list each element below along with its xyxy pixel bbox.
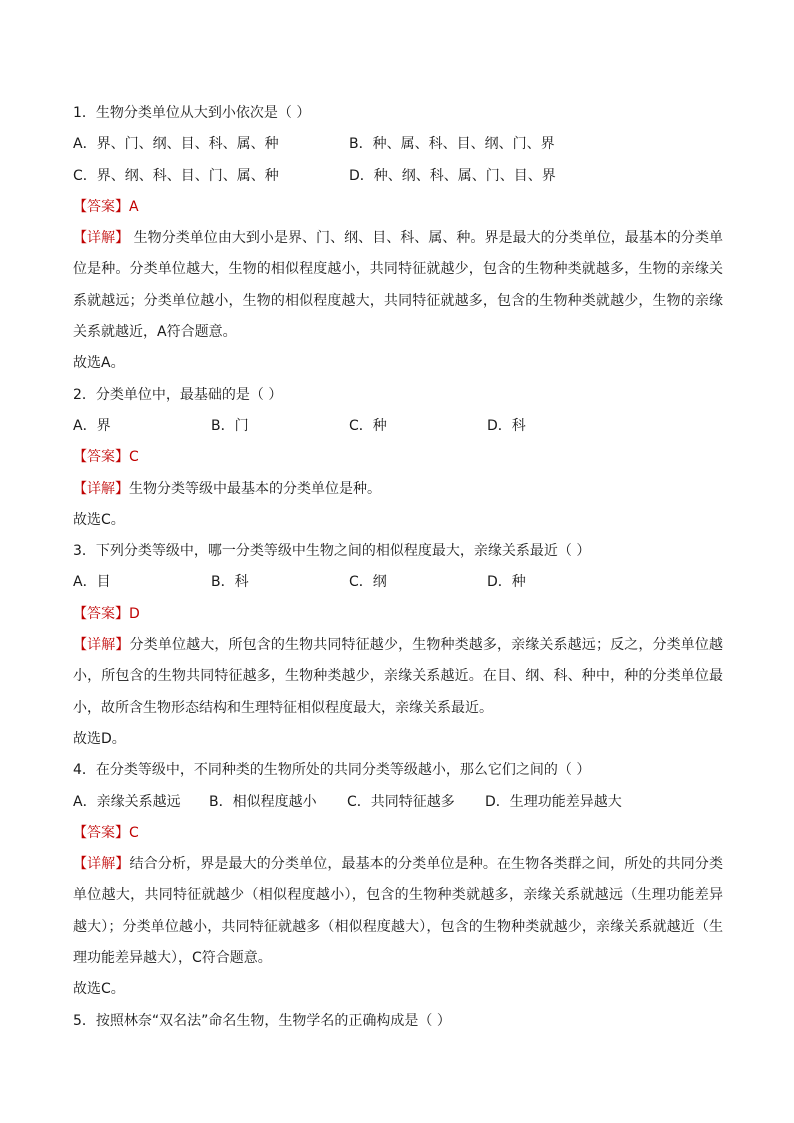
- question-3-options: [73, 567, 723, 598]
- question-2-option-c: C．种: [349, 417, 387, 434]
- question-2-option-d: D．科: [487, 417, 526, 434]
- question-2-answer: [73, 442, 723, 473]
- question-3-option-c: C．纲: [349, 574, 387, 591]
- question-4-option-d: D．生理功能差异越大: [485, 793, 622, 810]
- question-2-option-a: A．界: [73, 417, 111, 434]
- detail-label: 【详解】: [73, 637, 130, 654]
- question-3-option-d: D．种: [487, 574, 526, 591]
- question-4-option-c: C．共同特征越多: [347, 793, 455, 810]
- detail-text: 生物分类单位由大到小是界、门、纲、目、科、属、种。界是最大的分类单位，最基本的分类单位是种。分类单位越大，生物的相似程度越小，共同特征就越少，包含的生物种类就越多，生物的亲缘关系就越远；分类单位越小，生物的相似程度越大，共同特征就越多，包含的生物种类就越少，生物的亲缘关系就越近，A符合题意。: [73, 230, 724, 341]
- question-1-option-d: D．种、纲、科、属、门、目、界: [349, 167, 556, 184]
- question-1-options-row-1: [73, 129, 723, 160]
- question-2-option-b: B．门: [211, 417, 249, 434]
- question-3-stem: 3．下列分类等级中，哪一分类等级中生物之间的相似程度最大，亲缘关系最近（ ）: [73, 543, 591, 560]
- detail-label: 【详解】: [73, 856, 130, 873]
- answer-value: C: [129, 824, 139, 841]
- answer-label: 【答案】: [73, 605, 129, 622]
- detail-label: 【详解】: [73, 230, 130, 247]
- answer-label: 【答案】: [73, 449, 129, 466]
- question-2-stem: 2．分类单位中，最基础的是（ ）: [73, 386, 283, 403]
- question-1-option-b: B．种、属、科、目、纲、门、界: [349, 136, 555, 153]
- question-4-option-b: B．相似程度越小: [209, 793, 317, 810]
- question-1-option-a: A．界、门、纲、目、科、属、种: [73, 136, 279, 153]
- question-1-stem: 1．生物分类单位从大到小依次是（ ）: [73, 105, 311, 121]
- question-1-detail: [73, 223, 723, 348]
- question-4-option-a: A．亲缘关系越远: [73, 793, 181, 810]
- question-2-options: [73, 411, 723, 442]
- answer-value: D: [129, 605, 140, 622]
- detail-label: 【详解】: [73, 480, 129, 497]
- question-1-option-c: C．界、纲、科、目、门、属、种: [73, 167, 279, 184]
- answer-label: 【答案】: [73, 198, 129, 215]
- answer-label: 【答案】: [73, 824, 129, 841]
- question-3-option-b: B．科: [211, 574, 249, 591]
- question-3-option-a: A．目: [73, 574, 111, 591]
- question-2-conclusion: 故选C。: [73, 511, 125, 528]
- question-4-answer: [73, 818, 723, 849]
- question-4-stem: 4．在分类等级中，不同种类的生物所处的共同分类等级越小，那么它们之间的（ ）: [73, 762, 591, 779]
- question-3-detail: [73, 630, 723, 724]
- question-4-conclusion: 故选C。: [73, 981, 125, 998]
- question-3-answer: [73, 599, 723, 630]
- detail-text: 结合分析，界是最大的分类单位，最基本的分类单位是种。在生物各类群之间，所处的共同分类单位越大，共同特征就越少（相似程度越小），包含的生物种类就越多，亲缘关系就越远（生理功能差异越大）；分类单位越小，共同特征就越多（相似程度越大），包含的生物种类就越少，亲缘关系就越近（生理功能差异越大），C符合题意。: [73, 856, 724, 967]
- question-4-detail: [73, 849, 723, 974]
- answer-value: A: [129, 198, 139, 215]
- question-5-stem: 5．按照林奈“双名法”命名生物，生物学名的正确构成是（ ）: [73, 1012, 451, 1029]
- document-content: [73, 98, 723, 1037]
- question-1-options-row-2: [73, 161, 723, 192]
- question-1-conclusion: 故选A。: [73, 355, 125, 372]
- question-3-conclusion: 故选D。: [73, 730, 126, 747]
- question-4-options: [73, 787, 723, 818]
- detail-text: 生物分类等级中最基本的分类单位是种。: [129, 480, 381, 497]
- question-2-detail: [73, 474, 723, 505]
- question-1-answer: [73, 192, 723, 223]
- detail-text: 分类单位越大，所包含的生物共同特征越少，生物种类越多，亲缘关系越远；反之，分类单位越小，所包含的生物共同特征越多，生物种类越少，亲缘关系越近。在目、纲、科、种中，种的分类单位最小，故所含生物形态结构和生理特征相似程度最大，亲缘关系最近。: [73, 637, 724, 716]
- answer-value: C: [129, 449, 139, 466]
